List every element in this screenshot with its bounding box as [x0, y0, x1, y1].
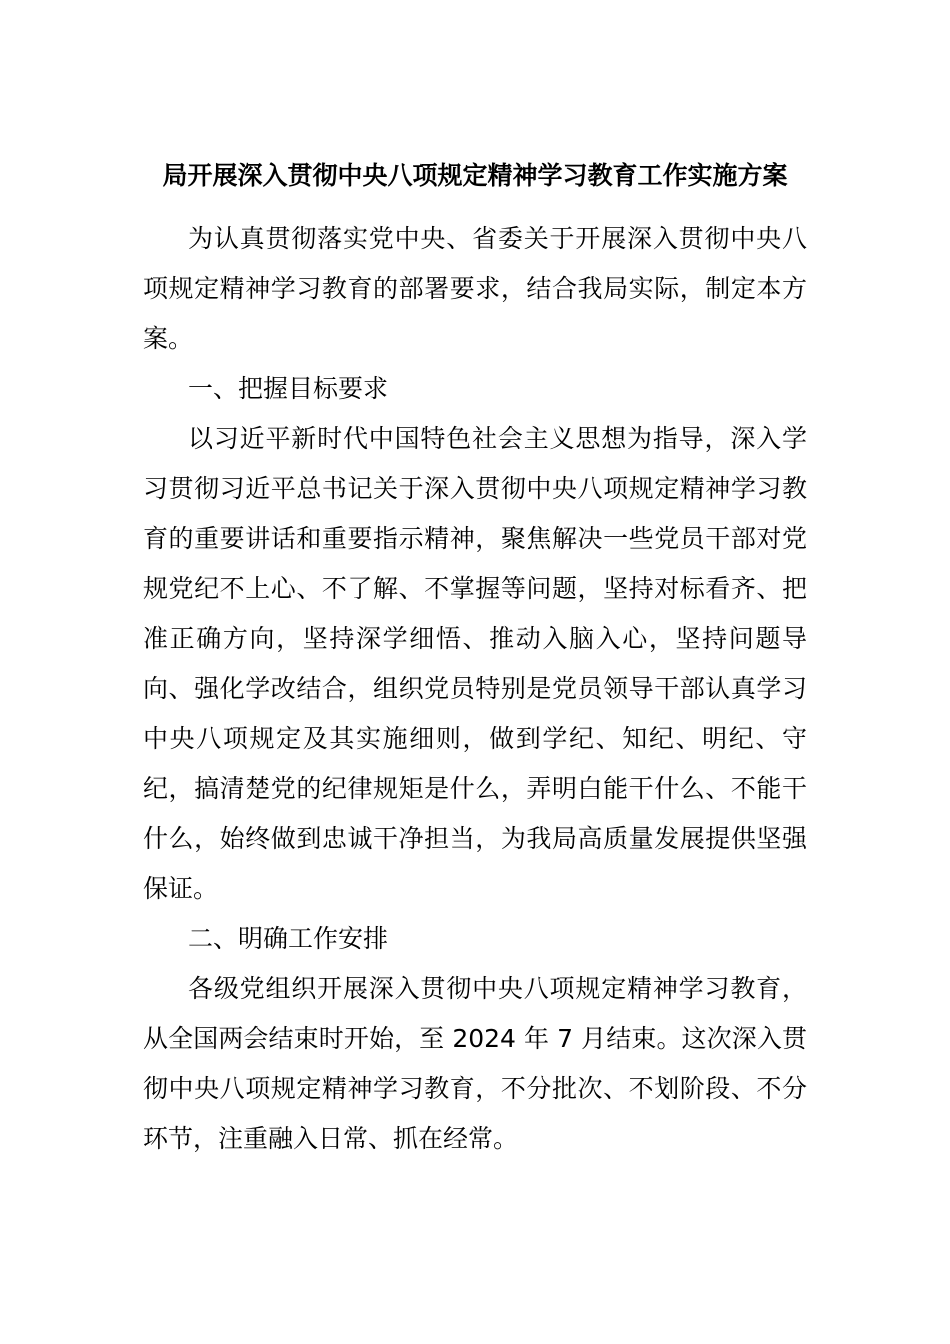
intro-paragraph: 为认真贯彻落实党中央、省委关于开展深入贯彻中央八项规定精神学习教育的部署要求，结合我局实际，制定本方案。 — [143, 224, 807, 353]
section-1-heading: 一、把握目标要求 — [188, 374, 389, 403]
document-title: 局开展深入贯彻中央八项规定精神学习教育工作实施方案 — [162, 161, 788, 190]
document-body — [143, 214, 807, 1164]
section-2-paragraph: 各级党组织开展深入贯彻中央八项规定精神学习教育，从全国两会结束时开始，至 2024 年 7 月结束。这次深入贯彻中央八项规定精神学习教育，不分批次、不划阶段、不分环节，注重融入日常、抓在经常。 — [143, 974, 807, 1153]
section-2-heading: 二、明确工作安排 — [188, 924, 389, 953]
section-1-paragraph: 以习近平新时代中国特色社会主义思想为指导，深入学习贯彻习近平总书记关于深入贯彻中央八项规定精神学习教育的重要讲话和重要指示精神，聚焦解决一些党员干部对党规党纪不上心、不了解、不掌握等问题，坚持对标看齐、把准正确方向，坚持深学细悟、推动入脑入心，坚持问题导向、强化学改结合，组织党员特别是党员领导干部认真学习中央八项规定及其实施细则，做到学纪、知纪、明纪、守纪，搞清楚党的纪律规矩是什么，弄明白能干什么、不能干什么，始终做到忠诚干净担当，为我局高质量发展提供坚强保证。 — [143, 424, 807, 903]
